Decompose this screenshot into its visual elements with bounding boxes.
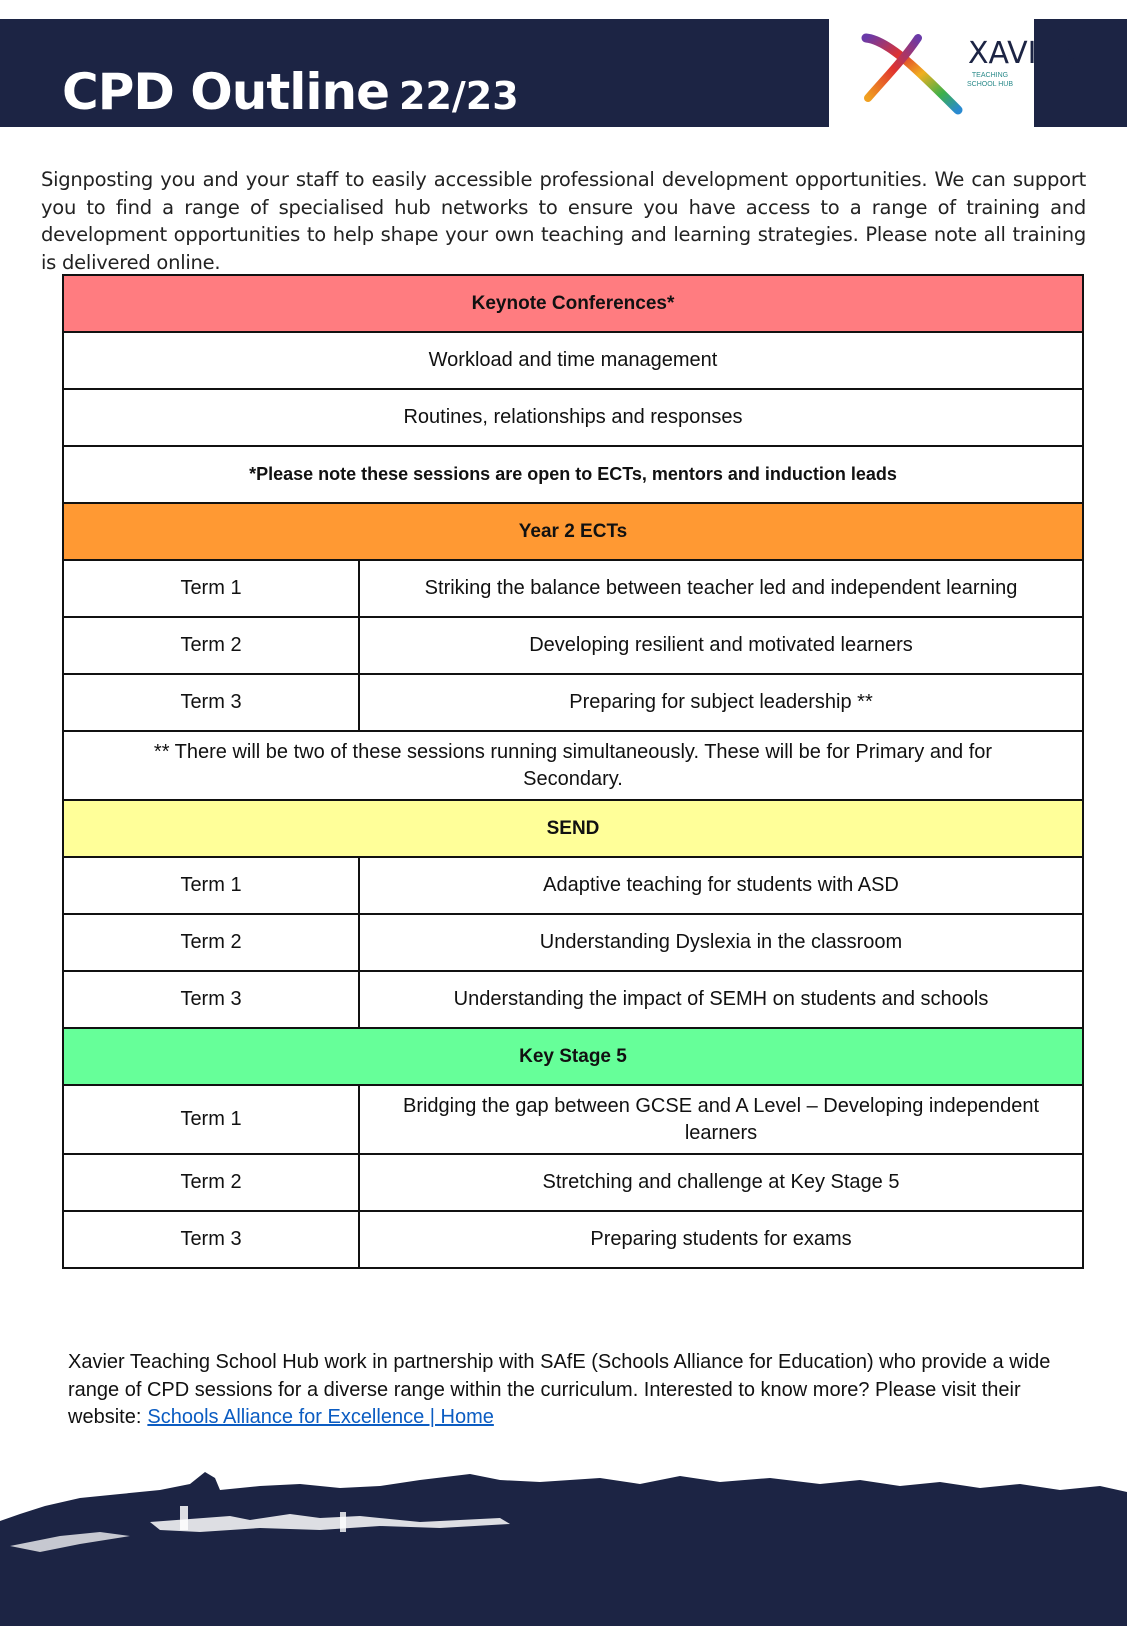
term-cell: Term 2 [63, 1154, 359, 1211]
table-row [63, 731, 1083, 800]
term-cell: Term 1 [63, 560, 359, 617]
section-header-year2 [63, 503, 1083, 560]
table-row [63, 389, 1083, 446]
topic-cell: Understanding Dyslexia in the classroom [359, 914, 1083, 971]
year2-note: ** There will be two of these sessions running simultaneously. These will be for Primary and for Secondary. [63, 731, 1083, 800]
year2-heading: Year 2 ECTs [63, 503, 1083, 560]
footer-paragraph [68, 1349, 1078, 1432]
topic-cell: Developing resilient and motivated learners [359, 617, 1083, 674]
term-cell: Term 1 [63, 1085, 359, 1154]
topic-cell: Understanding the impact of SEMH on students and schools [359, 971, 1083, 1028]
topic-cell: Adaptive teaching for students with ASD [359, 857, 1083, 914]
table-row [63, 857, 1083, 914]
section-header-ks5 [63, 1028, 1083, 1085]
intro-paragraph [41, 166, 1086, 276]
table-row [63, 674, 1083, 731]
section-header-send [63, 800, 1083, 857]
topic-cell: Preparing students for exams [359, 1211, 1083, 1268]
table-row [63, 914, 1083, 971]
landscape-silhouette-icon [0, 1466, 1127, 1626]
term-cell: Term 3 [63, 971, 359, 1028]
topic-cell: Stretching and challenge at Key Stage 5 [359, 1154, 1083, 1211]
table-row [63, 1154, 1083, 1211]
term-cell: Term 3 [63, 674, 359, 731]
title-text: CPD Outline [62, 63, 390, 121]
intro-text: Signposting you and your staff to easily accessible professional development opportunities. We can support you to find a range of specialised hub networks to ensure you have access to a range of training and development opportunities to help shape your own teaching and learning strategies. Please note all training is delivered online. [41, 168, 1086, 274]
term-cell: Term 2 [63, 914, 359, 971]
topic-cell: Bridging the gap between GCSE and A Level – Developing independent learners [359, 1085, 1083, 1154]
table-row [63, 617, 1083, 674]
table-row [63, 1085, 1083, 1154]
logo-subtitle: TEACHING SCHOOL HUB [966, 72, 1014, 88]
section-header-keynote [63, 275, 1083, 332]
keynote-item: Routines, relationships and responses [63, 389, 1083, 446]
title-year: 22/23 [399, 74, 519, 118]
topic-cell: Striking the balance between teacher led and independent learning [359, 560, 1083, 617]
table-row [63, 332, 1083, 389]
topic-cell: Preparing for subject leadership ** [359, 674, 1083, 731]
cpd-table [62, 274, 1084, 1269]
keynote-heading: Keynote Conferences* [63, 275, 1083, 332]
table-row [63, 971, 1083, 1028]
safe-website-link[interactable]: Schools Alliance for Excellence | Home [147, 1406, 494, 1428]
footer-text: Xavier Teaching School Hub work in partnership with SAfE (Schools Alliance for Education) who provide a wide range of CPD sessions for a diverse range within the curriculum. Interested to know more? Please visit their website: [68, 1351, 1051, 1428]
keynote-note: *Please note these sessions are open to ECTs, mentors and induction leads [63, 446, 1083, 503]
ks5-heading: Key Stage 5 [63, 1028, 1083, 1085]
logo-wordmark: XAVIER [968, 36, 1077, 71]
term-cell: Term 1 [63, 857, 359, 914]
term-cell: Term 2 [63, 617, 359, 674]
send-heading: SEND [63, 800, 1083, 857]
table-row [63, 560, 1083, 617]
header-banner [0, 19, 829, 127]
keynote-item: Workload and time management [63, 332, 1083, 389]
table-row [63, 1211, 1083, 1268]
table-row [63, 446, 1083, 503]
page-title [62, 63, 519, 121]
term-cell: Term 3 [63, 1211, 359, 1268]
